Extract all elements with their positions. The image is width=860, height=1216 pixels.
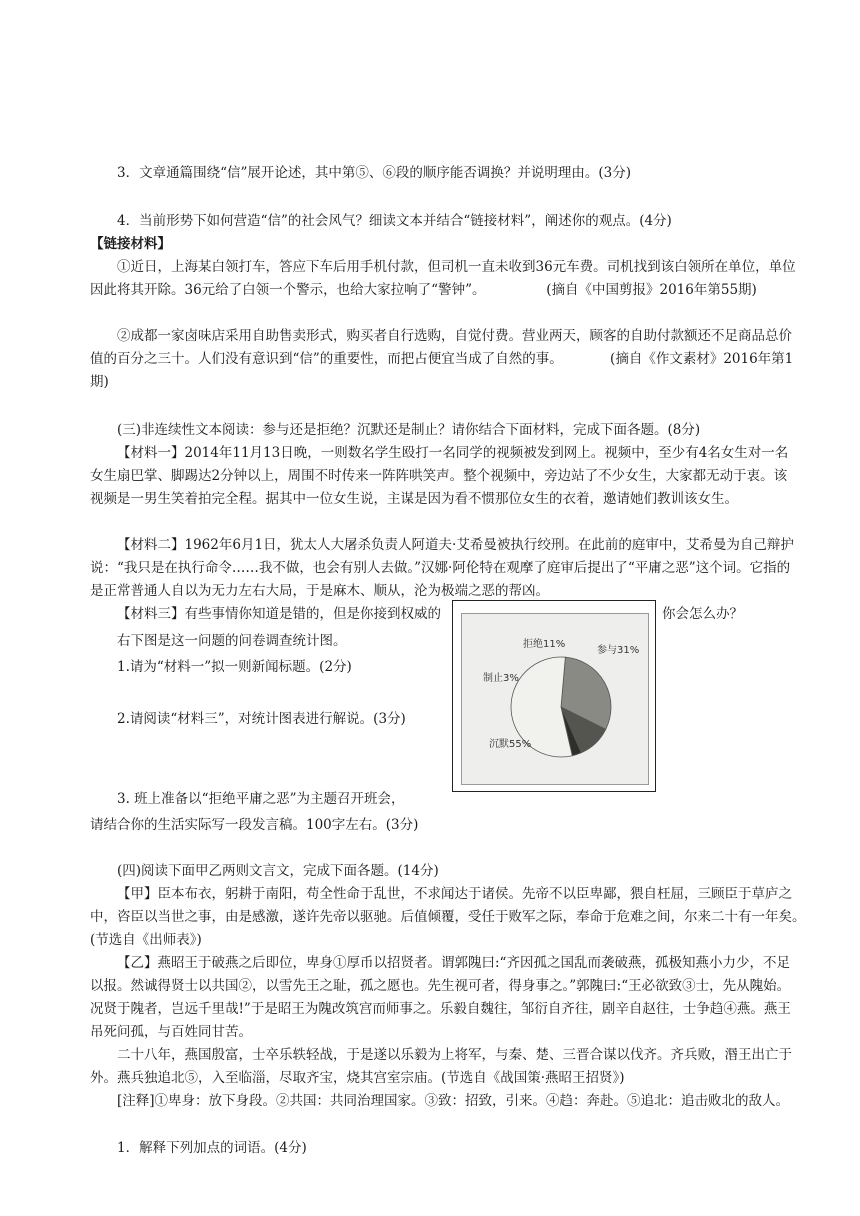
sub-question-1: 1.请为“材料一”拟一则新闻标题。(2分) — [117, 659, 352, 675]
pie-chart — [453, 601, 657, 793]
sub-question-2: 2.请阅读“材料三”，对统计图表进行解说。(3分) — [117, 711, 406, 727]
link-material-2: ②成都一家卤味店采用自助售卖形式，购买者自行选购，自觉付费。营业两天，顾客的自助付款额还不足商品总价值的百分之三十。人们没有意识到“信”的重要性，而把占便宜当成了自然的事。 (摘自《作文素材》2016年第1期) — [90, 328, 794, 390]
material-1: 【材料一】2014年11月13日晚，一则数名学生殴打一名同学的视频被发到网上。视频中，至少有4名女生对一名女生扇巴掌、脚踢达2分钟以上，周围不时传来一阵阵哄笑声。整个视频中，旁边站了不少女生，大家都无动于衷。该视频是一男生笑着拍完全程。据其中一位女生说，主谋是因为看不惯那位女生的衣着，邀请她们教训该女生。 — [90, 445, 789, 507]
link-material-1: ①近日，上海某白领打车，答应下车后用手机付款，但司机一直未收到36元车费。司机找到该白领所在单位，单位因此将其开除。36元给了白领一个警示，也给大家拉响了“警钟”。 (摘自《中国剪报》2016年第55期) — [90, 259, 796, 298]
material-2: 【材料二】1962年6月1日，犹太人大屠杀负责人阿道夫·艾希曼被执行绞刑。在此前的庭审中，艾希曼为自己辩护说：“我只是在执行命令……我不做，也会有别人去做。”汉娜·阿伦特在观摩了庭审后提出了“平庸之恶”这个词。它指的是正常普通人自以为无力左右大局，于是麻木、顺从，沦为极端之恶的帮凶。 — [90, 537, 794, 599]
passage-jia: 【甲】臣本布衣，躬耕于南阳，苟全性命于乱世，不求闻达于诸侯。先帝不以臣卑鄙，猥自枉屈，三顾臣于草庐之中，咨臣以当世之事，由是感激，遂许先帝以驱驰。后值倾覆，受任于败军之际，奉命于危难之间，尔来二十有一年矣。 (节选自《出师表》) — [90, 886, 813, 948]
passage-yi-2: 二十八年，燕国殷富，士卒乐轶轻战，于是遂以乐毅为上将军，与秦、楚、三晋合谋以伐齐。齐兵败，湣王出亡于外。燕兵独追北⑤，入至临淄，尽取齐宝，烧其宫室宗庙。(节选自《战国策·燕昭王招贤》) — [90, 1047, 792, 1086]
section-4-heading: (四)阅读下面甲乙两则文言文，完成下面各题。(14分) — [117, 863, 439, 879]
notes: [注释]①卑身：放下身段。②共国：共同治理国家。③致：招致，引来。④趋：奔赴。⑤追北：追击败北的敌人。 — [117, 1093, 790, 1109]
chart-intro: 右下图是这一问题的问卷调查统计图。 — [117, 633, 347, 649]
sub-question-3-line1: 3. 班上准备以“拒绝平庸之恶”为主题召开班会， — [117, 791, 405, 807]
pie-label-1: 参与31% — [597, 645, 640, 656]
pie-label-2: 拒绝11% — [523, 639, 566, 650]
link-material-title: 【链接材料】 — [90, 236, 171, 252]
question-4: 4．当前形势下如何营造“信”的社会风气？细读文本并结合“链接材料”，阐述你的观点。(4分) — [117, 213, 672, 229]
passage-yi-1: 【乙】燕昭王于破燕之后即位，卑身①厚币以招贤者。谓郭隗曰:“齐因孤之国乱而袭破燕，孤极知燕小力少，不足以报。然诚得贤士以共国②，以雪先王之耻，孤之愿也。先生视可者，得身事之。”郭隗曰:“王必欲致③士，先从隗始。况贤于隗者，岂远千里哉!”于是昭王为隗改筑宫而师事之。乐毅自魏往，邹衍自齐往，剧辛自赵往，士争趋④燕。燕王吊死问孤，与百姓同甘苦。 — [90, 955, 791, 1040]
sub-question-3-line2: 请结合你的生活实际写一段发言稿。100字左右。(3分) — [90, 817, 419, 833]
question-3: 3．文章通篇围绕“信”展开论述，其中第⑤、⑥段的顺序能否调换？并说明理由。(3分) — [117, 165, 632, 181]
pie-label-3: 制止3% — [483, 673, 519, 684]
material-3-start: 【材料三】有些事情你知道是错的，但是你接到权威的 — [117, 606, 441, 622]
section-3-heading: (三)非连续性文本阅读：参与还是拒绝？沉默还是制止？请你结合下面材料，完成下面各题。(8分) — [117, 422, 701, 438]
question-final: 1．解释下列加点的词语。(4分) — [117, 1140, 307, 1156]
pie-chart-figure — [452, 600, 656, 792]
pie-label-4: 沉默55% — [489, 739, 532, 750]
material-3-end: 你会怎么办？ — [662, 606, 743, 622]
